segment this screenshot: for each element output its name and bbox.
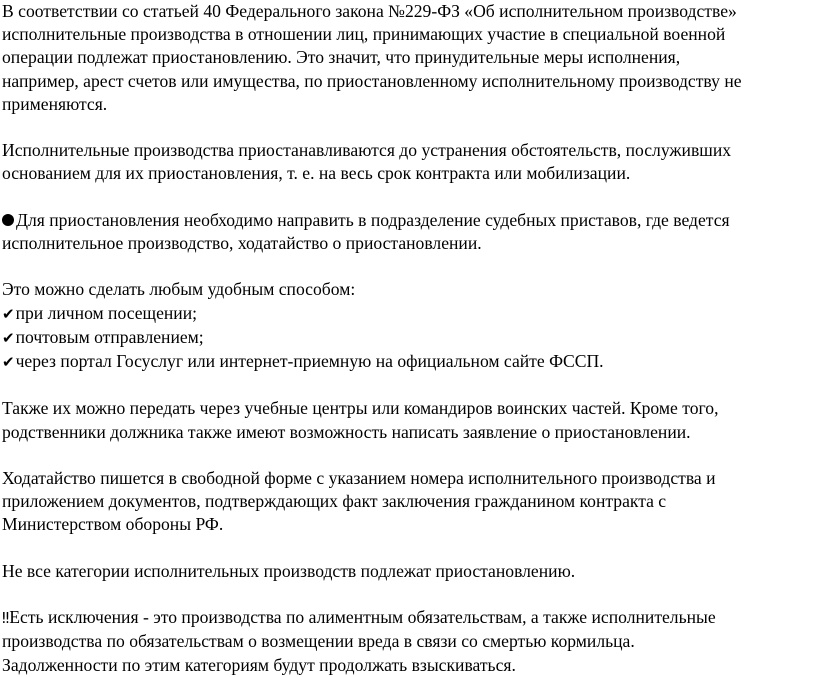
- text-line: производства по обязательствам о возмещении вреда в связи со смертью кормильца.: [2, 631, 635, 652]
- paragraph-other-channels: [2, 397, 808, 443]
- text-line-content: Есть исключения - это производства по алиментным обязательствам, а также исполнительные: [9, 607, 716, 628]
- methods-intro: Это можно сделать любым удобным способом:: [2, 279, 356, 300]
- text-line: например, арест счетов или имущества, по приостановленному исполнительному производству не: [2, 70, 742, 91]
- text-line: [2, 209, 808, 232]
- text-line: операции подлежат приостановлению. Это значит, что принудительные меры исполнения,: [2, 47, 681, 68]
- text-line: основанием для их приостановления, т. е. на весь срок контракта или мобилизации.: [2, 163, 631, 184]
- method-text: при личном посещении;: [15, 302, 198, 323]
- method-text: через портал Госуслуг или интернет-приемную на официальном сайте ФССП.: [15, 351, 604, 371]
- text-line: применяются.: [2, 93, 108, 114]
- paragraph-methods: [2, 278, 808, 374]
- checkmark-icon: ✔: [2, 353, 15, 371]
- paragraph-not-all-categories: [2, 560, 808, 583]
- checkmark-icon: ✔: [2, 328, 15, 347]
- text-line-content: Для приостановления необходимо направить в подразделение судебных приставов, где ведется: [16, 209, 730, 230]
- paragraph-suspension-term: [2, 139, 808, 185]
- document-body: [2, 0, 808, 677]
- text-line: Ходатайство пишется в свободной форме с указанием номера исполнительного производства и: [2, 467, 716, 488]
- bullet-icon: [2, 214, 14, 226]
- double-exclamation-icon: ‼: [2, 609, 10, 628]
- text-line: Не все категории исполнительных производств подлежат приостановлению.: [2, 560, 576, 581]
- text-line: родственники должника также имеют возможность написать заявление о приостановлении.: [2, 421, 691, 442]
- text-line: Министерством обороны РФ.: [2, 514, 224, 535]
- text-line: исполнительное производство, ходатайство о приостановлении.: [2, 233, 482, 253]
- paragraph-exceptions: [2, 606, 808, 677]
- text-line: исполнительные производства в отношении лиц, принимающих участие в специальной военной: [2, 24, 726, 45]
- paragraph-petition-form: [2, 467, 808, 537]
- method-item: [2, 302, 808, 326]
- text-line: В соответствии со статьей 40 Федерального закона №229-ФЗ «Об исполнительном производстве»: [2, 1, 737, 21]
- method-text: почтовым отправлением;: [15, 326, 204, 347]
- text-line: [2, 606, 808, 630]
- method-item: [2, 326, 808, 350]
- paragraph-article-40: [2, 0, 808, 116]
- text-line: приложением документов, подтверждающих факт заключения гражданином контракта с: [2, 491, 667, 512]
- text-line: Задолженности по этим категориям будут продолжать взыскиваться.: [2, 654, 516, 675]
- text-line: Также их можно передать через учебные центры или командиров воинских частей. Кроме того,: [2, 398, 719, 419]
- checkmark-icon: ✔: [2, 304, 15, 323]
- method-item: [2, 350, 808, 374]
- paragraph-petition-requirement: [2, 209, 808, 255]
- text-line: Исполнительные производства приостанавливаются до устранения обстоятельств, послуживших: [2, 140, 732, 161]
